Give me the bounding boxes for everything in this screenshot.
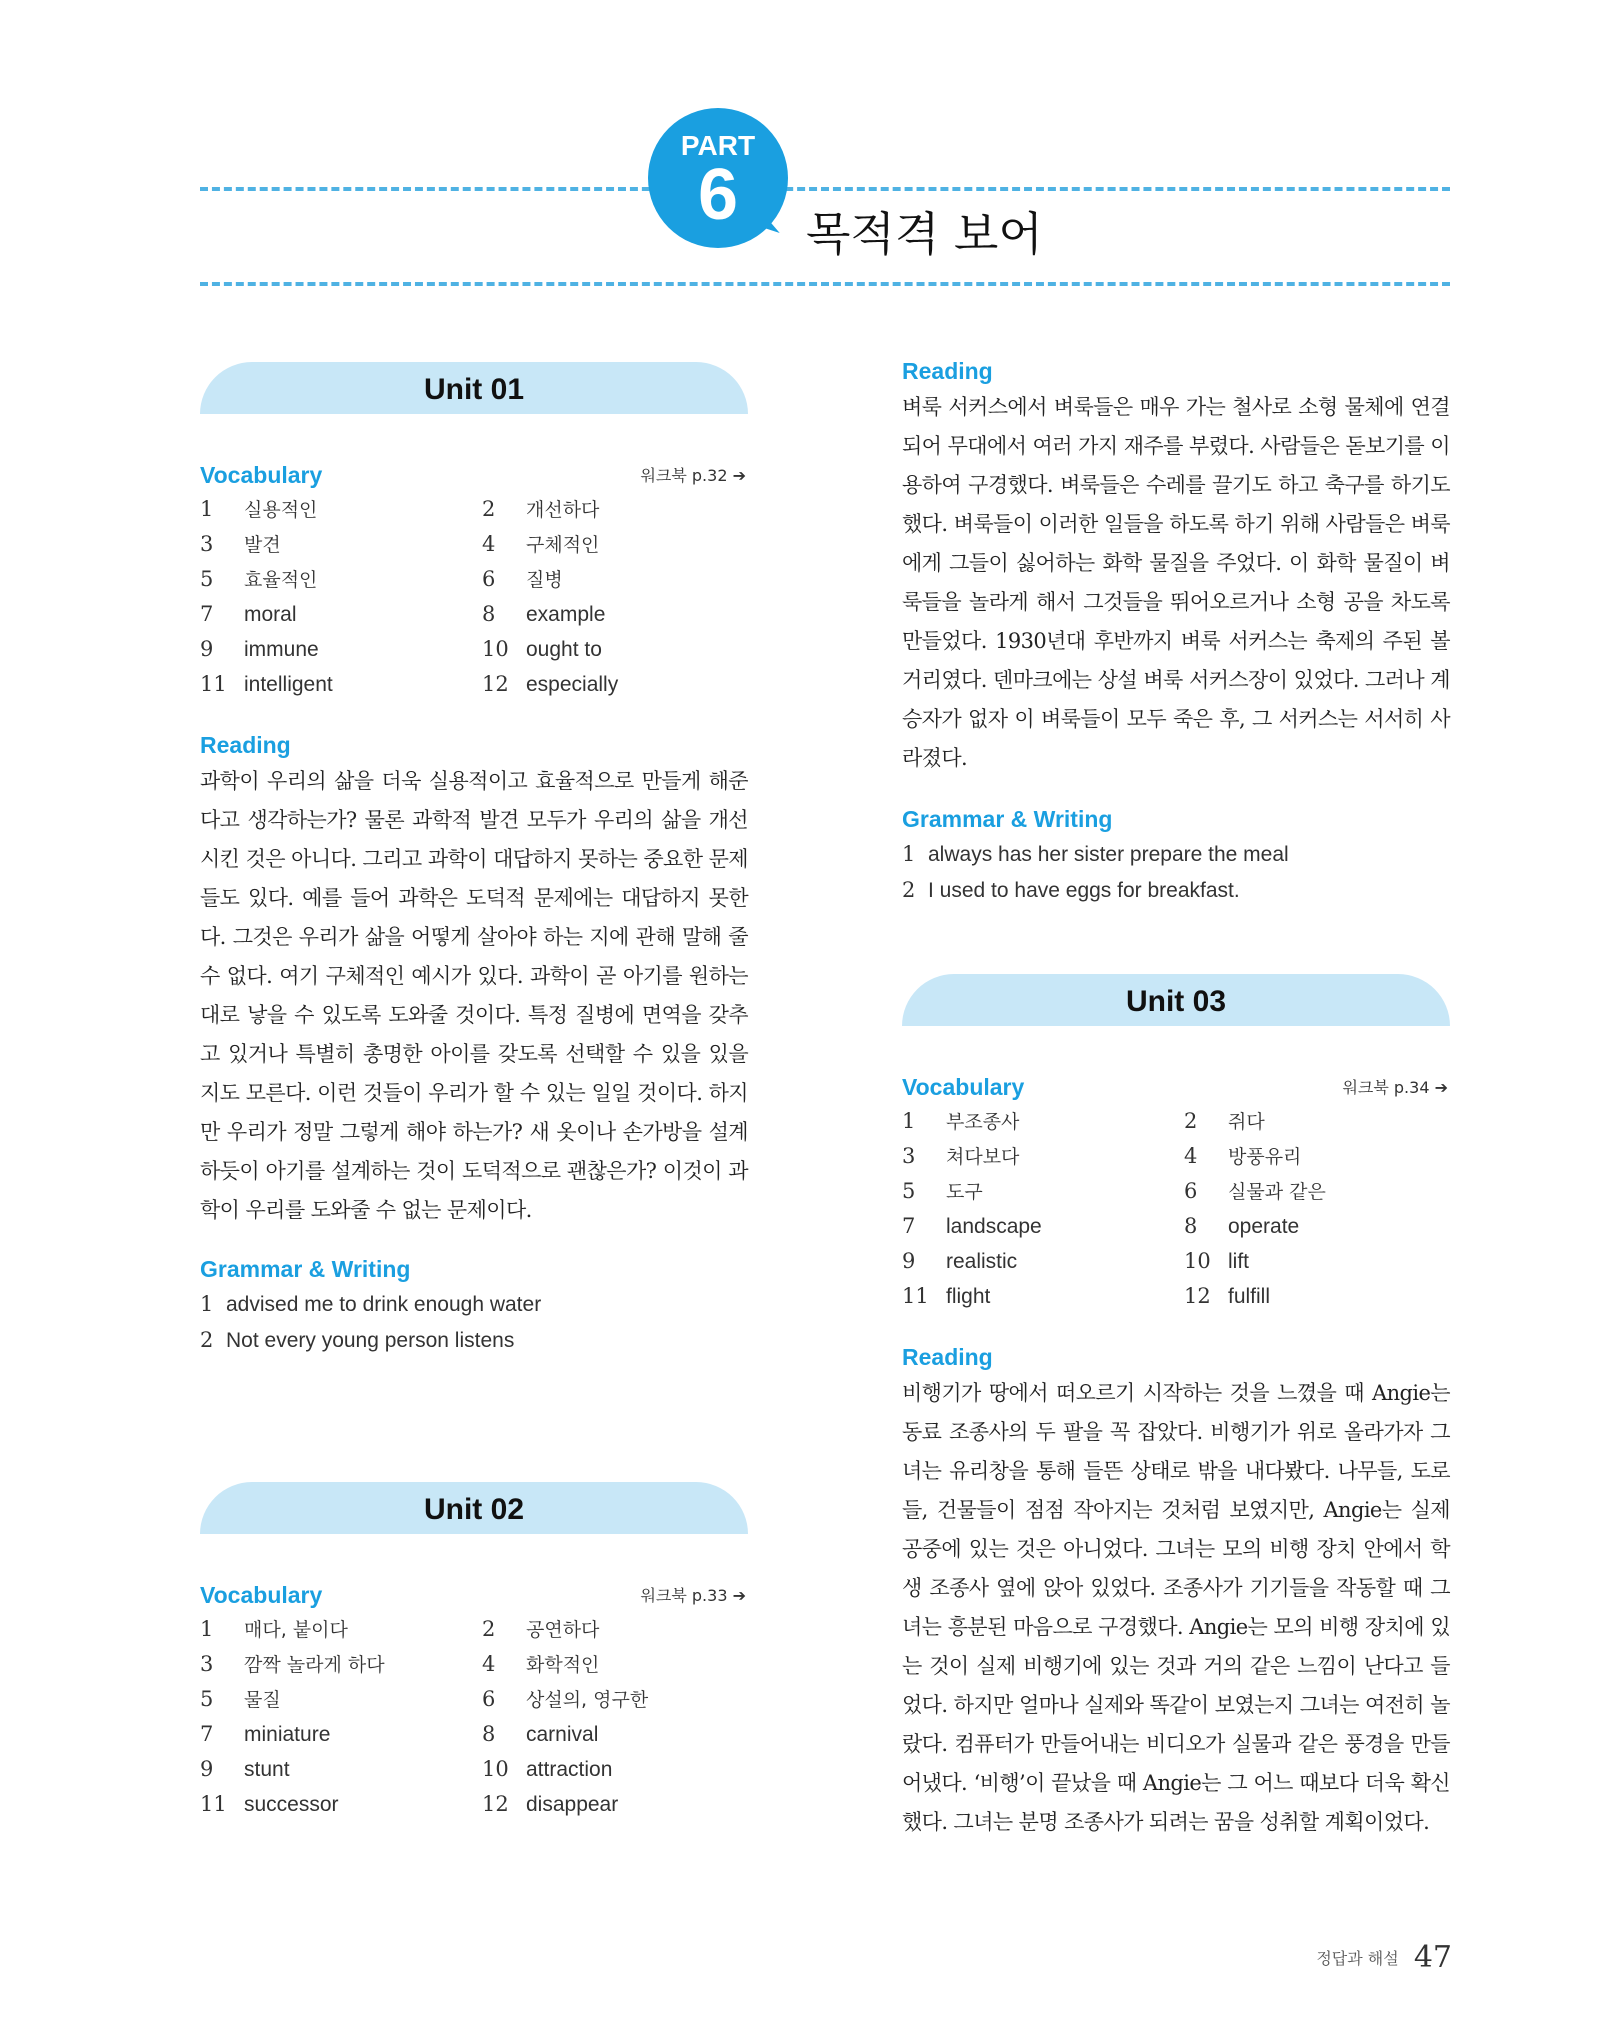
vocab-word: 매다, 붙이다 — [244, 1619, 348, 1641]
unit-02-reading-heading: Reading — [902, 358, 993, 384]
vocab-word: 물질 — [244, 1689, 281, 1711]
vocab-item — [1184, 1174, 1450, 1209]
unit-01-vocabulary-heading — [200, 458, 748, 492]
header-bottom-dashed-line — [200, 282, 1450, 286]
vocab-item — [482, 562, 748, 597]
unit-01-vocabulary-list — [200, 492, 748, 702]
unit-02-vocabulary-list — [200, 1612, 748, 1822]
vocab-number: 12 — [482, 1792, 509, 1816]
vocab-number: 11 — [200, 672, 227, 696]
vocab-word: successor — [244, 1793, 339, 1816]
vocab-number: 5 — [902, 1179, 916, 1203]
vocab-item — [200, 1682, 482, 1717]
vocab-number: 4 — [482, 532, 496, 556]
vocab-number: 1 — [902, 1109, 916, 1133]
vocab-item — [200, 562, 482, 597]
vocab-word: moral — [244, 603, 297, 626]
vocab-number: 9 — [200, 637, 214, 661]
unit-03-vocabulary-list — [902, 1104, 1450, 1314]
vocab-word: 상설의, 영구한 — [526, 1689, 649, 1711]
vocab-word: 도구 — [946, 1181, 983, 1203]
vocab-number: 7 — [200, 1722, 214, 1746]
unit-03-vocabulary-heading — [902, 1070, 1450, 1104]
vocab-word: example — [526, 603, 606, 626]
vocab-number: 7 — [200, 602, 214, 626]
unit-02-continued — [902, 354, 1450, 908]
vocab-word: carnival — [526, 1723, 599, 1746]
vocab-word: 화학적인 — [526, 1654, 600, 1676]
vocab-number: 1 — [200, 1617, 214, 1641]
vocab-item — [1184, 1279, 1450, 1314]
unit-03-banner: Unit 03 — [902, 974, 1450, 1026]
vocab-number: 3 — [902, 1144, 916, 1168]
grammar-item — [200, 1322, 748, 1358]
vocab-item — [482, 1682, 748, 1717]
vocab-item — [482, 1752, 748, 1787]
vocab-item — [200, 1612, 482, 1647]
vocab-item — [902, 1244, 1184, 1279]
vocab-word: 부조종사 — [946, 1111, 1020, 1133]
vocab-item — [1184, 1104, 1450, 1139]
vocab-item — [482, 1647, 748, 1682]
part-number: 6 — [697, 155, 739, 235]
part-badge — [648, 108, 788, 248]
vocab-number: 9 — [902, 1249, 916, 1273]
grammar-number: 2 — [902, 878, 916, 902]
vocab-number: 8 — [482, 1722, 496, 1746]
vocabulary-heading-text: Vocabulary — [200, 462, 323, 488]
unit-01-grammar-heading: Grammar & Writing — [200, 1256, 411, 1282]
grammar-item — [200, 1286, 748, 1322]
vocab-item — [902, 1209, 1184, 1244]
grammar-answer: Not every young person listens — [226, 1329, 515, 1352]
vocab-number: 11 — [902, 1284, 929, 1308]
vocab-item — [200, 1752, 482, 1787]
vocab-number: 10 — [482, 637, 509, 661]
vocab-item — [902, 1104, 1184, 1139]
vocab-word: 실물과 같은 — [1228, 1181, 1326, 1203]
vocab-number: 6 — [482, 567, 496, 591]
unit-02-section — [200, 1482, 748, 1822]
vocab-number: 8 — [1184, 1214, 1198, 1238]
vocab-number: 4 — [482, 1652, 496, 1676]
unit-01-reading-heading: Reading — [200, 732, 291, 758]
vocab-word: fulfill — [1228, 1285, 1271, 1308]
workbook-reference: 워크북 p.34 ➔ — [1342, 1078, 1448, 1097]
unit-02-banner: Unit 02 — [200, 1482, 748, 1534]
vocab-item — [200, 667, 482, 702]
vocab-word: 실용적인 — [244, 499, 318, 521]
vocab-item — [482, 597, 748, 632]
vocab-item — [482, 1787, 748, 1822]
unit-03-reading-heading: Reading — [902, 1344, 993, 1370]
vocab-number: 7 — [902, 1214, 916, 1238]
vocab-item — [1184, 1139, 1450, 1174]
vocab-item — [482, 1717, 748, 1752]
vocab-word: attraction — [526, 1758, 613, 1781]
vocab-item — [200, 527, 482, 562]
grammar-answer: advised me to drink enough water — [226, 1293, 542, 1316]
vocab-item — [200, 1717, 482, 1752]
vocab-word: 쳐다보다 — [946, 1146, 1020, 1168]
unit-01-banner: Unit 01 — [200, 362, 748, 414]
vocab-word: intelligent — [244, 673, 333, 696]
vocabulary-heading-text: Vocabulary — [902, 1074, 1025, 1100]
vocab-number: 10 — [1184, 1249, 1211, 1273]
grammar-number: 1 — [200, 1292, 214, 1316]
vocab-item — [200, 492, 482, 527]
grammar-item — [902, 872, 1450, 908]
vocab-number: 11 — [200, 1792, 227, 1816]
grammar-answer: always has her sister prepare the meal — [928, 843, 1289, 866]
vocab-word: 방풍유리 — [1228, 1146, 1302, 1168]
part-title: 목적격 보어 — [806, 207, 1043, 261]
vocab-item — [902, 1174, 1184, 1209]
vocab-number: 1 — [200, 497, 214, 521]
vocab-number: 6 — [1184, 1179, 1198, 1203]
vocab-word: 쥐다 — [1228, 1111, 1265, 1133]
vocab-word: 깜짝 놀라게 하다 — [244, 1654, 385, 1676]
vocab-item — [200, 597, 482, 632]
grammar-number: 1 — [902, 842, 916, 866]
vocab-item — [482, 492, 748, 527]
part-label: PART — [680, 130, 756, 161]
vocabulary-heading-text: Vocabulary — [200, 1582, 323, 1608]
vocab-number: 2 — [1184, 1109, 1198, 1133]
vocab-item — [482, 632, 748, 667]
vocab-item — [1184, 1244, 1450, 1279]
vocab-word: 공연하다 — [526, 1619, 600, 1641]
vocab-word: 발견 — [244, 534, 281, 556]
vocab-word: disappear — [526, 1793, 619, 1816]
unit-02-reading-text: 벼룩 서커스에서 벼룩들은 매우 가는 철사로 소형 물체에 연결되어 무대에서 여러 가지 재주를 부렸다. 사람들은 돋보기를 이용하여 구경했다. 벼룩들은 수레를 끌기도 하고 축구를 하기도 했다. 벼룩들이 이러한 일들을 하도록 하기 위해 사람들은 벼룩에게 그들이 싫어하는 화학 물질을 주었다. 이 화학 물질이 벼룩들을 놀라게 해서 그것들을 뛰어오르거나 소형 공을 차도록 만들었다. 1930년대 후반까지 벼룩 서커스는 축제의 주된 볼거리였다. 덴마크에는 상설 벼룩 서커스장이 있었다. 그러나 계승자가 없자 이 벼룩들이 모두 죽은 후, 그 서커스는 서서히 사라졌다. — [902, 395, 1450, 770]
vocab-number: 3 — [200, 1652, 214, 1676]
unit-01-reading-text: 과학이 우리의 삶을 더욱 실용적이고 효율적으로 만들게 해준다고 생각하는가? 물론 과학적 발견 모두가 우리의 삶을 개선시킨 것은 아니다. 그리고 과학이 대답하지 못하는 중요한 문제들도 있다. 예를 들어 과학은 도덕적 문제에는 대답하지 못한다. 그것은 우리가 삶을 어떻게 살아야 하는 지에 관해 말해 줄 수 없다. 여기 구체적인 예시가 있다. 과학이 곧 아기를 원하는대로 낳을 수 있도록 도와줄 것이다. 특정 질병에 면역을 갖추고 있거나 특별히 총명한 아이를 갖도록 선택할 수 있을 있을 지도 모른다. 이런 것들이 우리가 할 수 있는 일일 것이다. 하지만 우리가 정말 그렇게 해야 하는가? 새 옷이나 손가방을 설계하듯이 아기를 설계하는 것이 도덕적으로 괜찮은가? 이것이 과학이 우리를 도와줄 수 없는 문제이다. — [200, 769, 748, 1222]
workbook-reference: 워크북 p.33 ➔ — [640, 1586, 746, 1605]
vocab-word: 효율적인 — [244, 569, 318, 591]
vocab-word: 질병 — [526, 569, 563, 591]
vocab-word: 개선하다 — [526, 499, 600, 521]
vocab-item — [200, 1787, 482, 1822]
vocab-number: 12 — [482, 672, 509, 696]
vocab-item — [1184, 1209, 1450, 1244]
footer-label: 정답과 해설 — [1316, 1949, 1399, 1968]
vocab-word: lift — [1228, 1250, 1249, 1273]
unit-02-grammar-list — [902, 836, 1450, 908]
unit-01-grammar-list — [200, 1286, 748, 1358]
grammar-number: 2 — [200, 1328, 214, 1352]
vocab-word: miniature — [244, 1723, 331, 1746]
vocab-word: stunt — [244, 1758, 290, 1781]
vocab-item — [902, 1139, 1184, 1174]
vocab-word: landscape — [946, 1215, 1042, 1238]
vocab-number: 10 — [482, 1757, 509, 1781]
grammar-answer: I used to have eggs for breakfast. — [928, 879, 1240, 902]
vocab-word: ought to — [526, 638, 602, 661]
vocab-number: 5 — [200, 567, 214, 591]
unit-02-grammar-heading: Grammar & Writing — [902, 806, 1113, 832]
vocab-word: realistic — [946, 1250, 1018, 1273]
header-top-dashed-line — [200, 187, 1450, 191]
vocab-number: 9 — [200, 1757, 214, 1781]
unit-02-vocabulary-heading — [200, 1578, 748, 1612]
vocab-item — [902, 1279, 1184, 1314]
vocab-item — [482, 527, 748, 562]
unit-01-section — [200, 362, 748, 1358]
vocab-word: 구체적인 — [526, 534, 600, 556]
vocab-word: operate — [1228, 1215, 1300, 1238]
page-number: 47 — [1413, 1940, 1452, 1975]
vocab-number: 6 — [482, 1687, 496, 1711]
vocab-number: 5 — [200, 1687, 214, 1711]
page-footer — [1316, 1940, 1452, 1975]
vocab-number: 12 — [1184, 1284, 1211, 1308]
vocab-number: 8 — [482, 602, 496, 626]
vocab-number: 2 — [482, 1617, 496, 1641]
vocab-number: 4 — [1184, 1144, 1198, 1168]
unit-03-reading-text: 비행기가 땅에서 떠오르기 시작하는 것을 느꼈을 때 Angie는 동료 조종사의 두 팔을 꼭 잡았다. 비행기가 위로 올라가자 그녀는 유리창을 통해 들뜬 상태로 밖을 내다봤다. 나무들, 도로들, 건물들이 점점 작아지는 것처럼 보였지만, Angie는 실제 공중에 있는 것은 아니었다. 그녀는 모의 비행 장치 안에서 학생 조종사 옆에 앉아 있었다. 조종사가 기기들을 작동할 때 그녀는 흥분된 마음으로 구경했다. Angie는 모의 비행 장치에 있는 것이 실제 비행기에 있는 것과 거의 같은 느낌이 난다고 들었다. 하지만 얼마나 실제와 똑같이 보였는지 그녀는 여전히 놀랐다. 컴퓨터가 만들어내는 비디오가 실물과 같은 풍경을 만들어냈다. ‘비행’이 끝났을 때 Angie는 그 어느 때보다 더욱 확신했다. 그녀는 분명 조종사가 되려는 꿈을 성취할 계획이었다. — [902, 1381, 1450, 1834]
workbook-reference: 워크북 p.32 ➔ — [640, 466, 746, 485]
vocab-word: especially — [526, 673, 619, 696]
vocab-item — [482, 667, 748, 702]
vocab-item — [200, 632, 482, 667]
vocab-word: flight — [946, 1285, 991, 1308]
vocab-item — [200, 1647, 482, 1682]
unit-03-section — [902, 974, 1450, 1842]
vocab-number: 3 — [200, 532, 214, 556]
vocab-item — [482, 1612, 748, 1647]
vocab-word: immune — [244, 638, 319, 661]
vocab-number: 2 — [482, 497, 496, 521]
grammar-item — [902, 836, 1450, 872]
